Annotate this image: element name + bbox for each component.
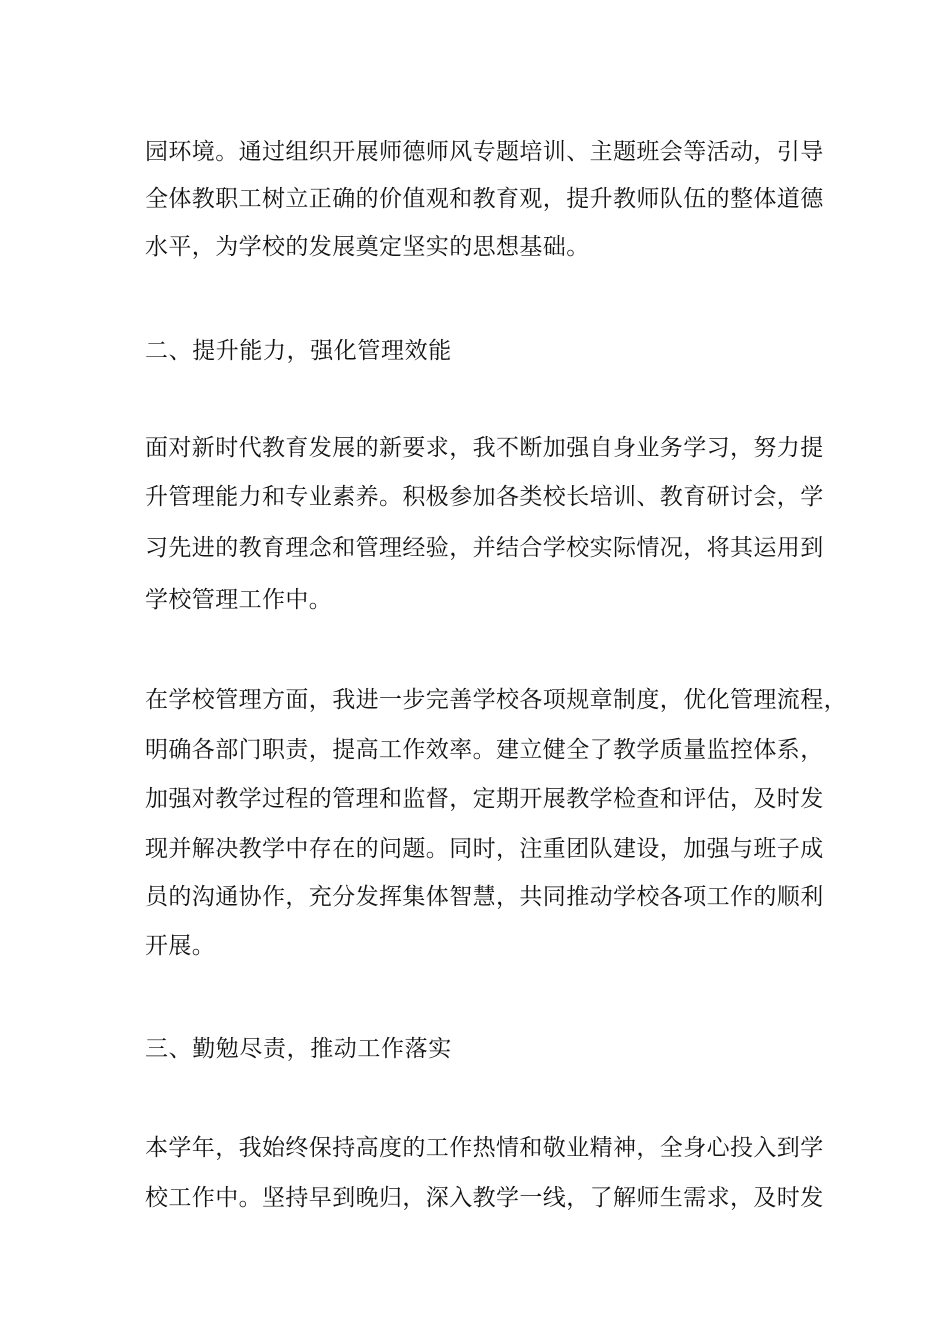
paragraph-line: 学校管理工作中。 xyxy=(145,587,333,613)
section-heading-2: 二、提升能力，强化管理效能 xyxy=(145,338,452,364)
paragraph-line: 加强对教学过程的管理和监督，定期开展教学检查和评估，及时发 xyxy=(145,786,824,812)
paragraph-line: 面对新时代教育发展的新要求，我不断加强自身业务学习，努力提 xyxy=(145,435,824,461)
paragraph-line: 在学校管理方面，我进一步完善学校各项规章制度，优化管理流程， xyxy=(145,687,847,713)
paragraph-line: 本学年，我始终保持高度的工作热情和敬业精神，全身心投入到学 xyxy=(145,1135,824,1161)
paragraph-line: 现并解决教学中存在的问题。同时，注重团队建设，加强与班子成 xyxy=(145,836,824,862)
paragraph-line: 开展。 xyxy=(145,933,216,959)
paragraph-line: 习先进的教育理念和管理经验，并结合学校实际情况，将其运用到 xyxy=(145,535,824,561)
paragraph-line: 水平，为学校的发展奠定坚实的思想基础。 xyxy=(145,234,590,260)
paragraph-line: 员的沟通协作，充分发挥集体智慧，共同推动学校各项工作的顺利 xyxy=(145,884,824,910)
paragraph-line: 校工作中。坚持早到晚归，深入教学一线，了解师生需求，及时发 xyxy=(145,1185,824,1211)
section-heading-3: 三、勤勉尽责，推动工作落实 xyxy=(145,1036,452,1062)
paragraph-line: 全体教职工树立正确的价值观和教育观，提升教师队伍的整体道德 xyxy=(145,186,824,212)
paragraph-line: 园环境。通过组织开展师德师风专题培训、主题班会等活动，引导 xyxy=(145,139,824,165)
paragraph-line: 明确各部门职责，提高工作效率。建立健全了教学质量监控体系， xyxy=(145,737,824,763)
paragraph-line: 升管理能力和专业素养。积极参加各类校长培训、教育研讨会，学 xyxy=(145,484,824,510)
